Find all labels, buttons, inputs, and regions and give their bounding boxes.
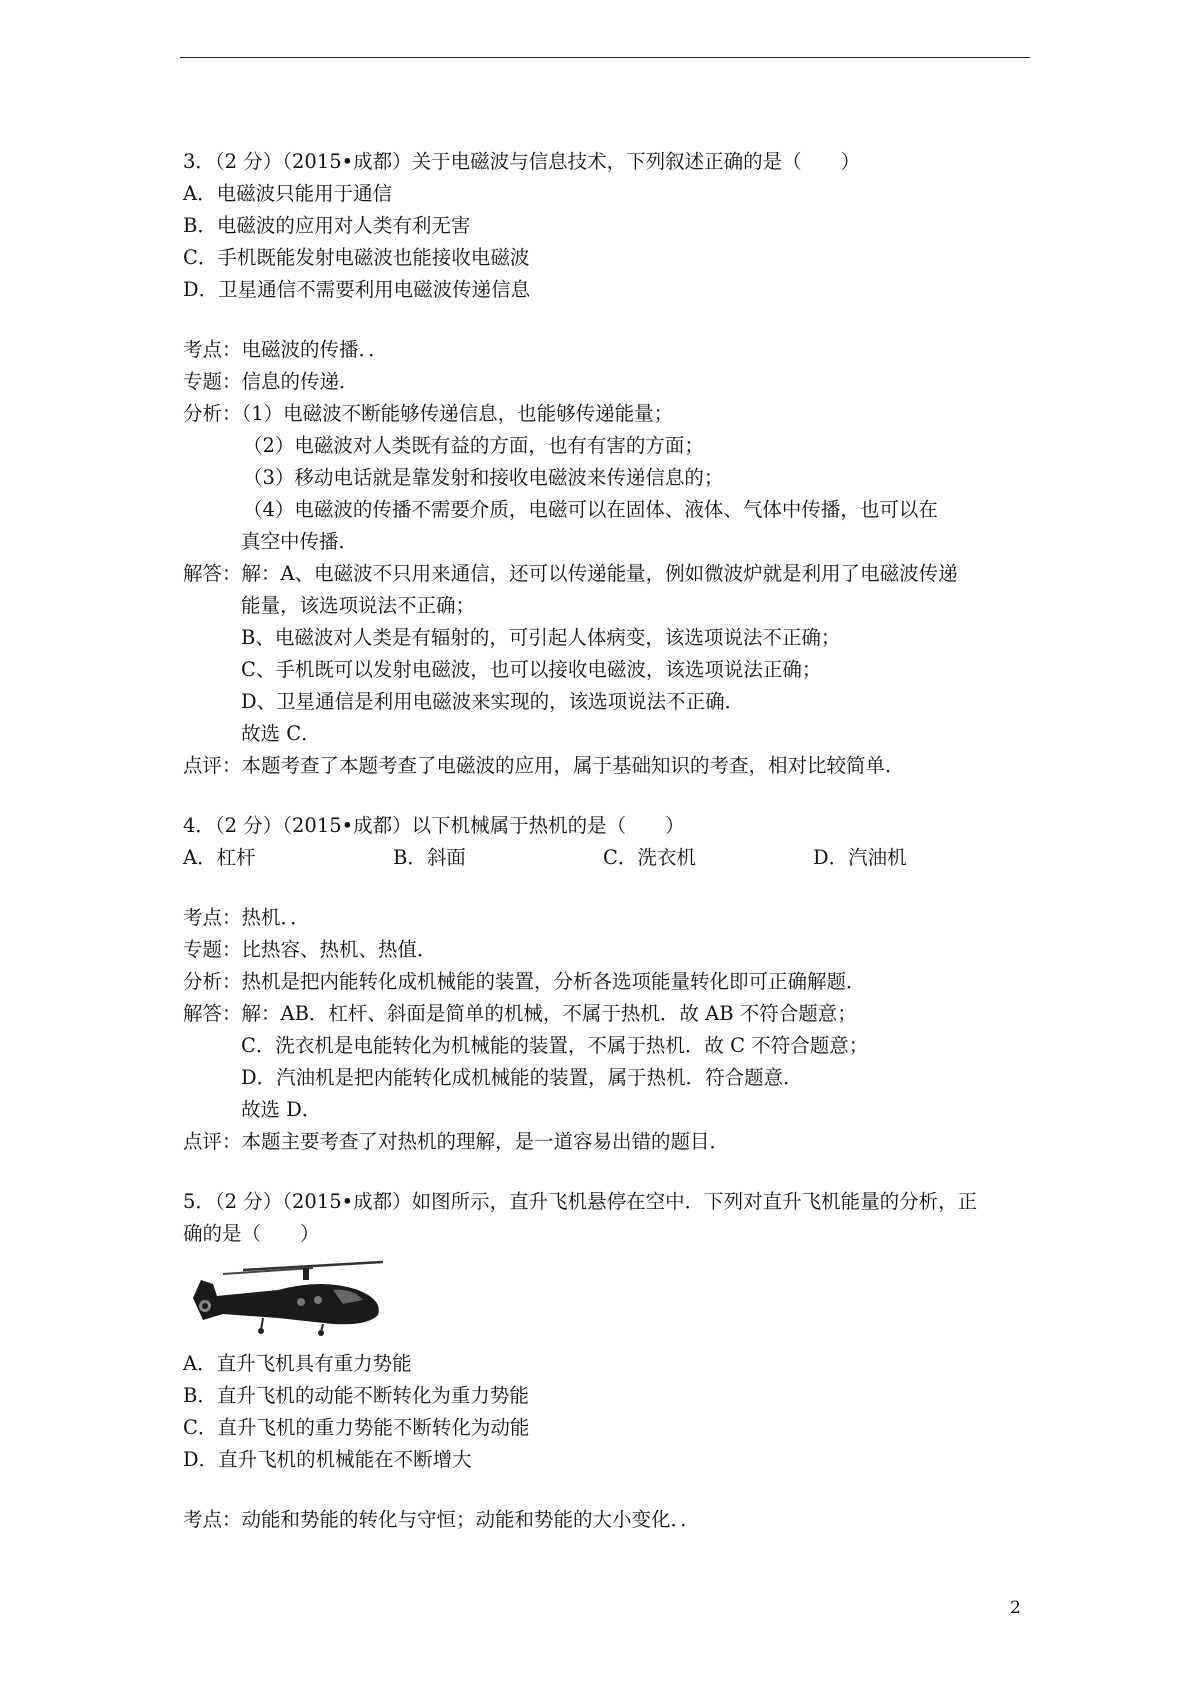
jieda-line: C．洗衣机是电能转化为机械能的装置，不属于热机．故 C 不符合题意； xyxy=(241,1034,869,1057)
jieda-line: 解答：解：AB．杠杆、斜面是简单的机械，不属于热机．故 AB 不符合题意； xyxy=(183,1002,857,1025)
header-rule xyxy=(180,57,1030,58)
option-d: D．直升飞机的机械能在不断增大 xyxy=(183,1448,472,1471)
fenxi-line: 分析：（1）电磁波不断能够传递信息，也能够传递能量； xyxy=(183,402,674,425)
question-stem: 5．（2 分）（2015•成都）如图所示，直升飞机悬停在空中．下列对直升飞机能量的分析，正 xyxy=(183,1190,978,1213)
fenxi-line: （4）电磁波的传播不需要介质，电磁可以在固体、液体、气体中传播，也可以在 xyxy=(243,498,938,521)
option-b: B．直升飞机的动能不断转化为重力势能 xyxy=(183,1384,529,1407)
question-stem: 3．（2 分）（2015•成都）关于电磁波与信息技术，下列叙述正确的是（ ） xyxy=(183,150,861,173)
question-stem: 确的是（ ） xyxy=(183,1222,320,1245)
option-a: A．电磁波只能用于通信 xyxy=(183,182,393,205)
helicopter-icon xyxy=(183,1260,403,1340)
option-b: B．电磁波的应用对人类有利无害 xyxy=(183,214,471,237)
option-a: A．直升飞机具有重力势能 xyxy=(183,1352,412,1375)
question-stem: 4．（2 分）（2015•成都）以下机械属于热机的是（ ） xyxy=(183,814,685,837)
question-3 xyxy=(183,146,1033,782)
jieda-line: C、手机既可以发射电磁波，也可以接收电磁波，该选项说法正确； xyxy=(241,658,822,681)
kaodian: 考点：动能和势能的转化与守恒；动能和势能的大小变化．． xyxy=(183,1508,700,1531)
zhuanti: 专题：信息的传递． xyxy=(183,370,359,393)
option-d: D．汽油机 xyxy=(813,846,907,869)
fenxi-line: 真空中传播． xyxy=(241,530,359,553)
fenxi-line: （3）移动电话就是靠发射和接收电磁波来传递信息的； xyxy=(243,466,724,489)
option-b: B．斜面 xyxy=(393,846,466,869)
fenxi: 分析：热机是把内能转化成机械能的装置，分析各选项能量转化即可正确解题． xyxy=(183,970,866,993)
jieda-line: B、电磁波对人类是有辐射的，可引起人体病变，该选项说法不正确； xyxy=(241,626,841,649)
option-c: C．直升飞机的重力势能不断转化为动能 xyxy=(183,1416,530,1439)
option-c: C．手机既能发射电磁波也能接收电磁波 xyxy=(183,246,530,269)
option-d: D．卫星通信不需要利用电磁波传递信息 xyxy=(183,278,531,301)
helicopter-figure xyxy=(183,1260,1033,1340)
page-content xyxy=(183,146,1033,1536)
option-a: A．杠杆 xyxy=(183,846,256,869)
dianping: 点评：本题考查了本题考查了电磁波的应用，属于基础知识的考查，相对比较简单． xyxy=(183,754,905,777)
jieda-line: 能量，该选项说法不正确； xyxy=(241,594,476,617)
kaodian: 考点：电磁波的传播．． xyxy=(183,338,388,361)
kaodian: 考点：热机．． xyxy=(183,906,310,929)
fenxi-line: （2）电磁波对人类既有益的方面，也有有害的方面； xyxy=(243,434,704,457)
question-5 xyxy=(183,1186,1033,1536)
jieda-line: 故选 D． xyxy=(241,1098,322,1121)
question-4 xyxy=(183,810,1033,1158)
jieda-line: 故选 C． xyxy=(241,722,321,745)
zhuanti: 专题：比热容、热机、热值． xyxy=(183,938,437,961)
jieda-line: D．汽油机是把内能转化成机械能的装置，属于热机．符合题意． xyxy=(241,1066,803,1089)
jieda-line: 解答：解：A、电磁波不只用来通信，还可以传递能量，例如微波炉就是利用了电磁波传递 xyxy=(183,562,958,585)
option-c: C．洗衣机 xyxy=(603,846,696,869)
options-row xyxy=(183,842,1033,874)
dianping: 点评：本题主要考查了对热机的理解，是一道容易出错的题目． xyxy=(183,1130,730,1153)
page-number: 2 xyxy=(1010,1598,1021,1618)
jieda-line: D、卫星通信是利用电磁波来实现的，该选项说法不正确． xyxy=(241,690,745,713)
